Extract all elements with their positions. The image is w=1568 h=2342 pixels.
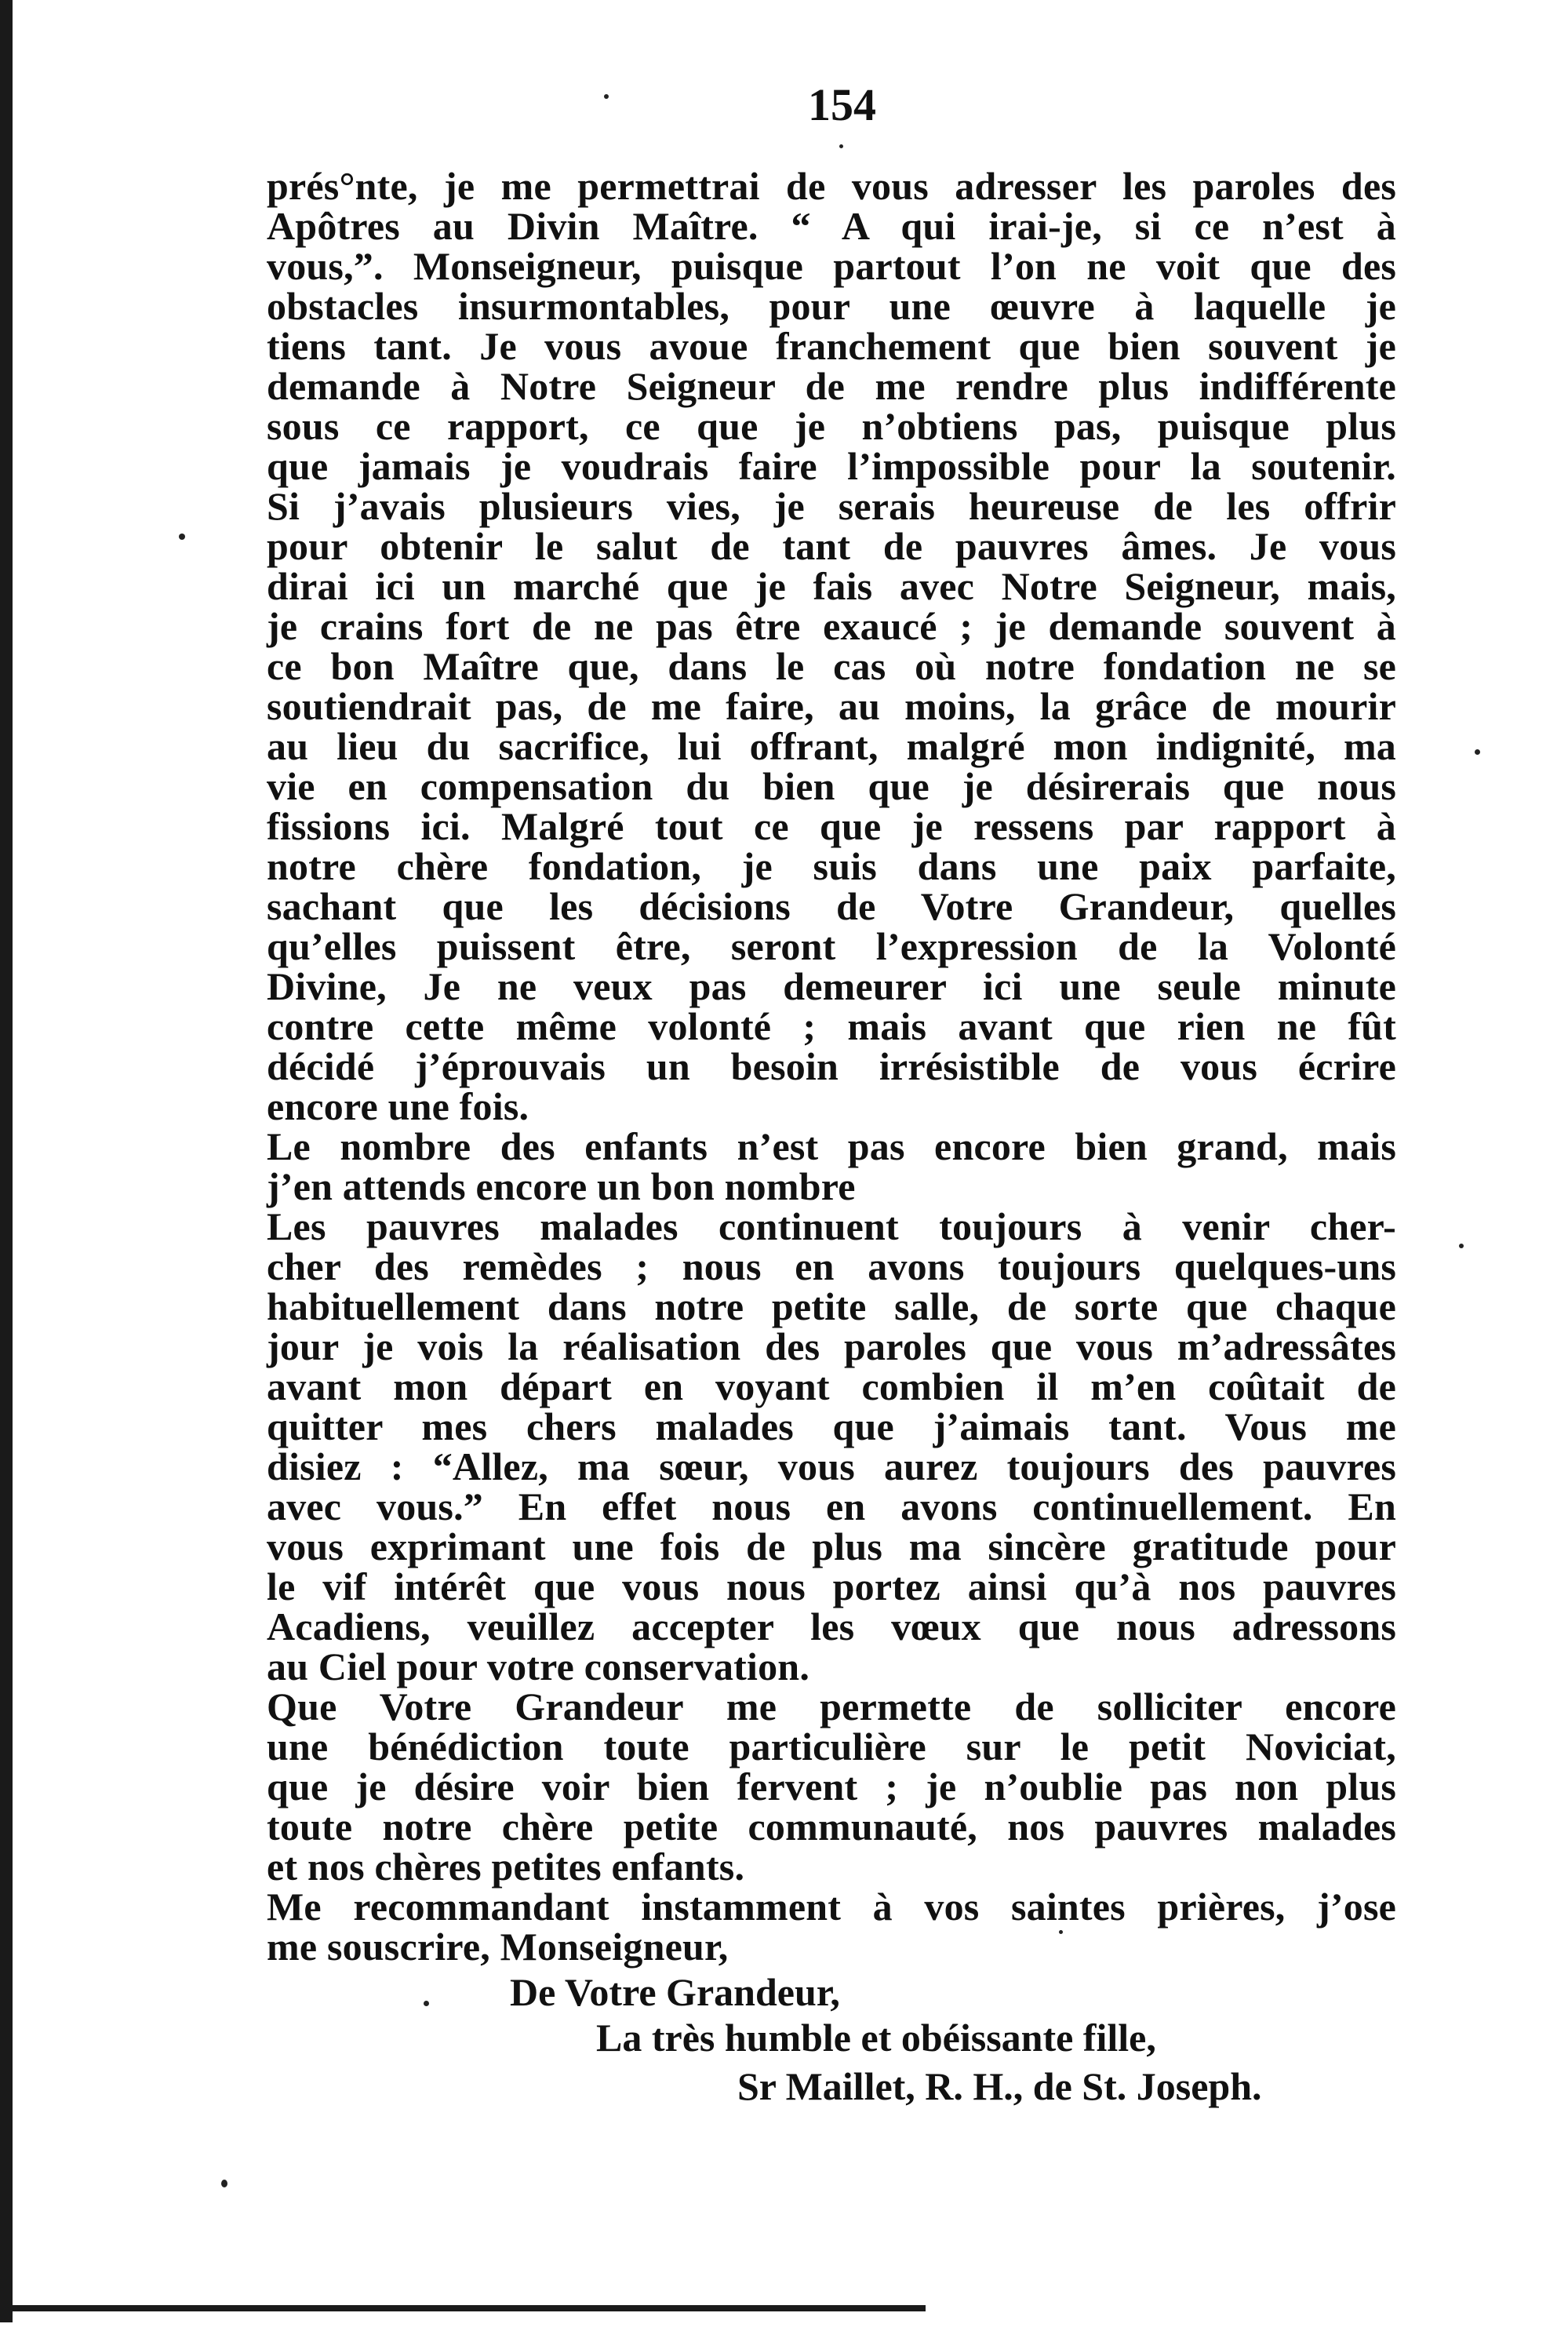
body-line: vie en compensation du bien que je désirerais que nous: [267, 764, 1396, 808]
body-line: Que Votre Grandeur me permette de solliciter encore: [267, 1685, 1396, 1728]
print-speck: [221, 2180, 227, 2187]
body-line: Acadiens, veuillez accepter les vœux que nous adressons: [267, 1604, 1396, 1648]
body-line: vous,”. Monseigneur, puisque partout l’on ne voit que des: [267, 244, 1396, 288]
body-line: prés°nte, je me permettrai de vous adresser les paroles des: [267, 164, 1396, 208]
letter-body: [267, 166, 1396, 1967]
body-line: pour obtenir le salut de tant de pauvres âmes. Je vous: [267, 524, 1396, 568]
body-line: avant mon départ en voyant combien il m’en coûtait de: [267, 1364, 1396, 1408]
body-line: Me recommandant instamment à vos saintes prières, j’ose: [267, 1885, 1396, 1929]
body-line: disiez : “Allez, ma sœur, vous aurez toujours des pauvres: [267, 1444, 1396, 1488]
body-line: fissions ici. Malgré tout ce que je ressens par rapport à: [267, 804, 1396, 848]
body-line: je crains fort de ne pas être exaucé ; je demande souvent à: [267, 604, 1396, 648]
body-line: Apôtres au Divin Maître. “ A qui irai-je, si ce n’est à: [267, 204, 1396, 248]
body-line: vous exprimant une fois de plus ma sincère gratitude pour: [267, 1524, 1396, 1568]
body-line: j’en attends encore un bon nombre: [267, 1164, 856, 1208]
body-line: qu’elles puissent être, seront l’expression de la Volonté: [267, 924, 1396, 968]
body-line: sous ce rapport, ce que je n’obtiens pas, puisque plus: [267, 404, 1396, 448]
body-line: encore une fois.: [267, 1084, 529, 1128]
body-line: une bénédiction toute particulière sur le petit Noviciat,: [267, 1725, 1396, 1768]
body-line: me souscrire, Monseigneur,: [267, 1925, 729, 1969]
body-line: habituellement dans notre petite salle, de sorte que chaque: [267, 1284, 1396, 1328]
body-line: ce bon Maître que, dans le cas où notre fondation ne se: [267, 644, 1396, 688]
body-line: Divine, Je ne veux pas demeurer ici une seule minute: [267, 964, 1396, 1008]
body-line: contre cette même volonté ; mais avant que rien ne fût: [267, 1004, 1396, 1048]
print-speck: [604, 94, 609, 99]
print-speck: [1475, 749, 1480, 755]
body-line: quitter mes chers malades que j’aimais tant. Vous me: [267, 1404, 1396, 1448]
print-speck: [179, 534, 185, 540]
body-line: cher des remèdes ; nous en avons toujours quelques-uns: [267, 1244, 1396, 1288]
page-number: 154: [808, 79, 876, 130]
body-line: obstacles insurmontables, pour une œuvre à laquelle je: [267, 284, 1396, 328]
body-line: jour je vois la réalisation des paroles que vous m’adressâtes: [267, 1324, 1396, 1368]
body-line: que jamais je voudrais faire l’impossible pour la soutenir.: [267, 444, 1396, 488]
body-line: au Ciel pour votre conservation.: [267, 1644, 810, 1688]
left-binding-rule: [0, 0, 13, 2322]
print-speck: [424, 2001, 429, 2006]
body-line: sachant que les décisions de Votre Grandeur, quelles: [267, 884, 1396, 928]
body-line: dirai ici un marché que je fais avec Notre Seigneur, mais,: [267, 564, 1396, 608]
print-speck: [1459, 1244, 1464, 1248]
print-speck: [1059, 1930, 1063, 1934]
body-line: Si j’avais plusieurs vies, je serais heureuse de les offrir: [267, 484, 1396, 528]
body-line: notre chère fondation, je suis dans une paix parfaite,: [267, 844, 1396, 888]
body-line: décidé j’éprouvais un besoin irrésistible de vous écrire: [267, 1044, 1396, 1088]
body-line: toute notre chère petite communauté, nos pauvres malades: [267, 1805, 1396, 1848]
body-line: et nos chères petites enfants.: [267, 1845, 745, 1889]
body-line: tiens tant. Je vous avoue franchement que bien souvent je: [267, 324, 1396, 368]
body-line: Les pauvres malades continuent toujours à venir cher-: [267, 1204, 1396, 1248]
body-line: le vif intérêt que vous nous portez ainsi qu’à nos pauvres: [267, 1564, 1396, 1608]
print-speck: [839, 144, 843, 148]
bottom-rule: [0, 2305, 926, 2311]
signature: Sr Maillet, R. H., de St. Joseph.: [737, 2064, 1262, 2108]
body-line: demande à Notre Seigneur de me rendre plus indifférente: [267, 364, 1396, 408]
body-line: que je désire voir bien fervent ; je n’oublie pas non plus: [267, 1765, 1396, 1808]
body-line: au lieu du sacrifice, lui offrant, malgré mon indignité, ma: [267, 724, 1396, 768]
closing-salutation: De Votre Grandeur,: [510, 1970, 840, 2014]
body-line: avec vous.” En effet nous en avons continuellement. En: [267, 1484, 1396, 1528]
body-line: soutiendrait pas, de me faire, au moins, la grâce de mourir: [267, 684, 1396, 728]
body-line: Le nombre des enfants n’est pas encore bien grand, mais: [267, 1124, 1396, 1168]
closing-subscription: La très humble et obéissante fille,: [596, 2016, 1156, 2060]
